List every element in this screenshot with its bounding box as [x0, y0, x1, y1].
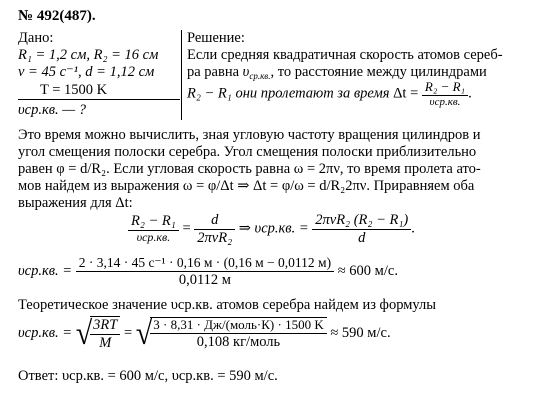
eq1-fraction-middle: $\frac{d}{\text{2πνR₂}}$ — [194, 212, 235, 246]
solution-header: Решение: — [187, 30, 245, 46]
paragraph-line-4: мов найдем из выражения ω = φ/Δt ⇒ Δt = φ/ω = d/R₂2πν. Приравняем оба — [18, 178, 475, 194]
paragraph-line-5: выражения для Δt: — [18, 195, 133, 211]
sqrt-sign-1: √ — [75, 314, 93, 352]
eq1-fraction-left: $\frac{\text{R₂ − R₁}}{\text{υср.кв.}}$ — [128, 213, 179, 244]
paragraph-line-2: угол смещения полоски серебра. Угол смещения полоски приблизительно — [18, 144, 477, 160]
equation-1: $\frac{\text{R₂ − R₁}}{\text{υср.кв.}}$ = $\frac{d}{\text{2πνR₂}}$ ⇒ υср.кв. = $\frac{\text{2πνR₂ (R₂ − R₁)}}{d}$ . — [128, 212, 415, 246]
sqrt-sign-2: √ — [135, 314, 153, 352]
paragraph-line-3: равен φ = d/R₂. Если угловая скорость равна ω = 2πν, то время пролета ато- — [18, 161, 481, 177]
given-unknown: υср.кв. — ? — [18, 102, 87, 118]
paragraph-line-1: Это время можно вычислить, зная угловую частоту вращения цилиндров и — [18, 127, 481, 143]
given-line-3: T = 1500 K — [40, 82, 108, 98]
given-line-1: R₁ = 1,2 см, R₂ = 16 см — [18, 47, 159, 63]
eq3-root-1: $\frac{3RT}{M}$ — [90, 316, 120, 351]
equation-3: υср.кв. = √ $\frac{3RT}{M}$ = √ $\frac{\text{3 · 8,31 · Дж/(моль·К) · 1500 K}}{\text{0,108 кг/моль}}$ ≈ 590 м/с. — [18, 314, 391, 352]
given-divider — [18, 99, 180, 100]
equation-2: υср.кв. = $\frac{\text{2 · 3,14 · 45 с⁻¹ · 0,16 м · (0,16 м − 0,0112 м)}}{0,0112 м}$ ≈ 600 м/с. — [18, 255, 398, 288]
solution-line-3: R₂ − R₁ они пролетают за время Δt = $\frac{\text{R₂ − R₁}}{\text{υср.кв.}}$ . — [187, 79, 472, 108]
solution-line-2: ра равна $\upsilon_{ср.кв.}$, то расстояние между цилиндрами — [187, 64, 487, 81]
eq2-fraction: $\frac{\text{2 · 3,14 · 45 с⁻¹ · 0,16 м · (0,16 м − 0,0112 м)}}{0,0112 м}$ — [76, 255, 334, 288]
dt-fraction: $\frac{\text{R₂ − R₁}}{\text{υср.кв.}}$ — [422, 80, 468, 109]
theory-line: Теоретическое значение υср.кв. атомов серебра найдем из формулы — [18, 297, 437, 313]
solution-line-1: Если средняя квадратичная скорость атомов сереб- — [187, 47, 503, 63]
given-line-2: ν = 45 с⁻¹, d = 1,12 см — [18, 64, 155, 80]
answer-line: Ответ: υср.кв. = 600 м/с, υср.кв. = 590 м/с. — [18, 368, 278, 384]
eq3-root-2: $\frac{\text{3 · 8,31 · Дж/(моль·К) · 1500 K}}{\text{0,108 кг/моль}}$ — [150, 317, 326, 351]
given-vertical-rule — [181, 30, 182, 120]
given-header: Дано: — [18, 30, 54, 46]
eq1-fraction-right: $\frac{\text{2πνR₂ (R₂ − R₁)}}{d}$ — [312, 212, 411, 246]
problem-number: № 492(487). — [18, 8, 96, 24]
